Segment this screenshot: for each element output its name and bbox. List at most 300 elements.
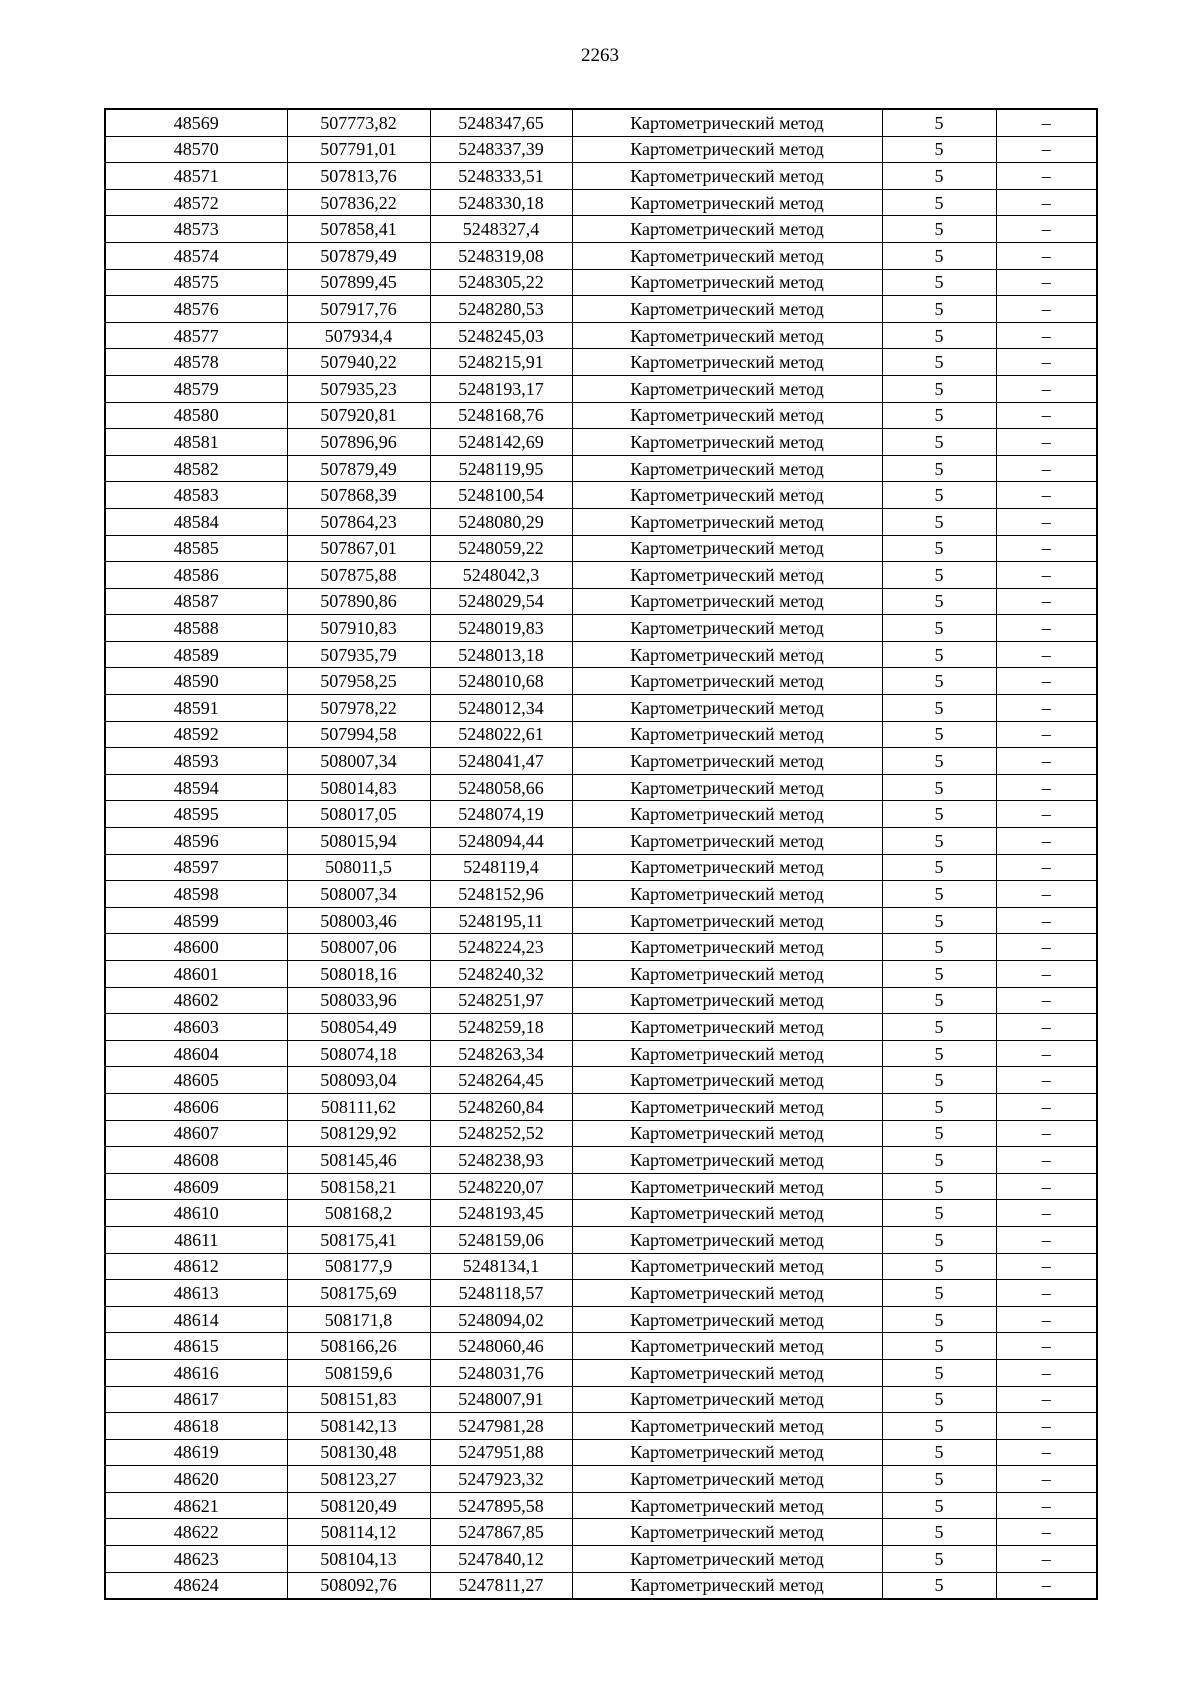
x-coordinate-cell: 508007,06: [287, 934, 430, 961]
accuracy-cell: 5: [882, 1067, 996, 1094]
y-coordinate-cell: 5248159,06: [430, 1226, 572, 1253]
table-row: [105, 508, 1097, 535]
accuracy-cell: 5: [882, 1413, 996, 1440]
description-cell: –: [996, 1466, 1097, 1493]
x-coordinate-cell: 508168,2: [287, 1200, 430, 1227]
y-coordinate-cell: 5248252,52: [430, 1120, 572, 1147]
method-cell: Картометрический метод: [572, 615, 882, 642]
description-cell: –: [996, 801, 1097, 828]
y-coordinate-cell: 5248245,03: [430, 322, 572, 349]
method-cell: Картометрический метод: [572, 269, 882, 296]
x-coordinate-cell: 507917,76: [287, 296, 430, 323]
method-cell: Картометрический метод: [572, 1572, 882, 1599]
description-cell: –: [996, 1253, 1097, 1280]
x-coordinate-cell: 508104,13: [287, 1546, 430, 1573]
table-row: [105, 136, 1097, 163]
method-cell: Картометрический метод: [572, 1333, 882, 1360]
x-coordinate-cell: 507879,49: [287, 455, 430, 482]
accuracy-cell: 5: [882, 1040, 996, 1067]
y-coordinate-cell: 5248022,61: [430, 721, 572, 748]
accuracy-cell: 5: [882, 1519, 996, 1546]
accuracy-cell: 5: [882, 1093, 996, 1120]
accuracy-cell: 5: [882, 1333, 996, 1360]
description-cell: –: [996, 1306, 1097, 1333]
method-cell: Картометрический метод: [572, 402, 882, 429]
table-row: [105, 1280, 1097, 1307]
y-coordinate-cell: 5248259,18: [430, 1014, 572, 1041]
description-cell: –: [996, 774, 1097, 801]
accuracy-cell: 5: [882, 1466, 996, 1493]
table-row: [105, 349, 1097, 376]
accuracy-cell: 5: [882, 402, 996, 429]
point-number-cell: 48623: [105, 1546, 287, 1573]
y-coordinate-cell: 5248347,65: [430, 109, 572, 136]
accuracy-cell: 5: [882, 349, 996, 376]
y-coordinate-cell: 5247840,12: [430, 1546, 572, 1573]
x-coordinate-cell: 508171,8: [287, 1306, 430, 1333]
table-row: [105, 1173, 1097, 1200]
method-cell: Картометрический метод: [572, 695, 882, 722]
y-coordinate-cell: 5248195,11: [430, 907, 572, 934]
x-coordinate-cell: 507836,22: [287, 189, 430, 216]
table-row: [105, 216, 1097, 243]
description-cell: –: [996, 269, 1097, 296]
x-coordinate-cell: 507935,23: [287, 375, 430, 402]
x-coordinate-cell: 508018,16: [287, 961, 430, 988]
x-coordinate-cell: 508151,83: [287, 1386, 430, 1413]
y-coordinate-cell: 5248094,02: [430, 1306, 572, 1333]
accuracy-cell: 5: [882, 1572, 996, 1599]
accuracy-cell: 5: [882, 1359, 996, 1386]
point-number-cell: 48596: [105, 828, 287, 855]
description-cell: –: [996, 1492, 1097, 1519]
accuracy-cell: 5: [882, 615, 996, 642]
x-coordinate-cell: 508175,41: [287, 1226, 430, 1253]
description-cell: –: [996, 375, 1097, 402]
x-coordinate-cell: 508007,34: [287, 748, 430, 775]
table-row: [105, 1120, 1097, 1147]
x-coordinate-cell: 508093,04: [287, 1067, 430, 1094]
y-coordinate-cell: 5248031,76: [430, 1359, 572, 1386]
method-cell: Картометрический метод: [572, 721, 882, 748]
method-cell: Картометрический метод: [572, 1439, 882, 1466]
method-cell: Картометрический метод: [572, 1519, 882, 1546]
method-cell: Картометрический метод: [572, 1492, 882, 1519]
method-cell: Картометрический метод: [572, 1280, 882, 1307]
table-row: [105, 907, 1097, 934]
method-cell: Картометрический метод: [572, 1093, 882, 1120]
method-cell: Картометрический метод: [572, 934, 882, 961]
description-cell: –: [996, 1439, 1097, 1466]
x-coordinate-cell: 508130,48: [287, 1439, 430, 1466]
method-cell: Картометрический метод: [572, 109, 882, 136]
accuracy-cell: 5: [882, 242, 996, 269]
table-row: [105, 322, 1097, 349]
method-cell: Картометрический метод: [572, 1466, 882, 1493]
accuracy-cell: 5: [882, 562, 996, 589]
method-cell: Картометрический метод: [572, 588, 882, 615]
method-cell: Картометрический метод: [572, 1200, 882, 1227]
x-coordinate-cell: 508092,76: [287, 1572, 430, 1599]
x-coordinate-cell: 507890,86: [287, 588, 430, 615]
point-number-cell: 48604: [105, 1040, 287, 1067]
x-coordinate-cell: 508158,21: [287, 1173, 430, 1200]
description-cell: –: [996, 854, 1097, 881]
accuracy-cell: 5: [882, 296, 996, 323]
description-cell: –: [996, 429, 1097, 456]
table-row: [105, 1040, 1097, 1067]
table-row: [105, 1413, 1097, 1440]
description-cell: –: [996, 508, 1097, 535]
description-cell: –: [996, 1040, 1097, 1067]
accuracy-cell: 5: [882, 455, 996, 482]
y-coordinate-cell: 5248319,08: [430, 242, 572, 269]
x-coordinate-cell: 508033,96: [287, 987, 430, 1014]
y-coordinate-cell: 5248134,1: [430, 1253, 572, 1280]
accuracy-cell: 5: [882, 1120, 996, 1147]
accuracy-cell: 5: [882, 695, 996, 722]
method-cell: Картометрический метод: [572, 774, 882, 801]
description-cell: –: [996, 1333, 1097, 1360]
x-coordinate-cell: 507879,49: [287, 242, 430, 269]
description-cell: –: [996, 1120, 1097, 1147]
y-coordinate-cell: 5248193,45: [430, 1200, 572, 1227]
y-coordinate-cell: 5248012,34: [430, 695, 572, 722]
y-coordinate-cell: 5247981,28: [430, 1413, 572, 1440]
x-coordinate-cell: 507896,96: [287, 429, 430, 456]
point-number-cell: 48624: [105, 1572, 287, 1599]
method-cell: Картометрический метод: [572, 828, 882, 855]
accuracy-cell: 5: [882, 269, 996, 296]
method-cell: Картометрический метод: [572, 163, 882, 190]
point-number-cell: 48584: [105, 508, 287, 535]
method-cell: Картометрический метод: [572, 1386, 882, 1413]
x-coordinate-cell: 507978,22: [287, 695, 430, 722]
table-row: [105, 375, 1097, 402]
description-cell: –: [996, 1546, 1097, 1573]
point-number-cell: 48595: [105, 801, 287, 828]
method-cell: Картометрический метод: [572, 322, 882, 349]
point-number-cell: 48583: [105, 482, 287, 509]
x-coordinate-cell: 507934,4: [287, 322, 430, 349]
method-cell: Картометрический метод: [572, 1546, 882, 1573]
y-coordinate-cell: 5248094,44: [430, 828, 572, 855]
y-coordinate-cell: 5247811,27: [430, 1572, 572, 1599]
accuracy-cell: 5: [882, 1280, 996, 1307]
method-cell: Картометрический метод: [572, 242, 882, 269]
y-coordinate-cell: 5248220,07: [430, 1173, 572, 1200]
table-row: [105, 535, 1097, 562]
point-number-cell: 48610: [105, 1200, 287, 1227]
table-row: [105, 1546, 1097, 1573]
y-coordinate-cell: 5248305,22: [430, 269, 572, 296]
x-coordinate-cell: 508114,12: [287, 1519, 430, 1546]
accuracy-cell: 5: [882, 668, 996, 695]
page-number: 2263: [581, 45, 619, 66]
description-cell: –: [996, 748, 1097, 775]
accuracy-cell: 5: [882, 163, 996, 190]
table-row: [105, 402, 1097, 429]
x-coordinate-cell: 508014,83: [287, 774, 430, 801]
method-cell: Картометрический метод: [572, 562, 882, 589]
point-number-cell: 48576: [105, 296, 287, 323]
accuracy-cell: 5: [882, 1386, 996, 1413]
table-row: [105, 854, 1097, 881]
table-row: [105, 1226, 1097, 1253]
point-number-cell: 48593: [105, 748, 287, 775]
table-row: [105, 1253, 1097, 1280]
x-coordinate-cell: 508159,6: [287, 1359, 430, 1386]
method-cell: Картометрический метод: [572, 535, 882, 562]
description-cell: –: [996, 322, 1097, 349]
table-row: [105, 562, 1097, 589]
table-row: [105, 163, 1097, 190]
y-coordinate-cell: 5248224,23: [430, 934, 572, 961]
description-cell: –: [996, 1067, 1097, 1094]
accuracy-cell: 5: [882, 721, 996, 748]
x-coordinate-cell: 507920,81: [287, 402, 430, 429]
table-row: [105, 668, 1097, 695]
method-cell: Картометрический метод: [572, 508, 882, 535]
point-number-cell: 48587: [105, 588, 287, 615]
description-cell: –: [996, 721, 1097, 748]
accuracy-cell: 5: [882, 429, 996, 456]
method-cell: Картометрический метод: [572, 296, 882, 323]
point-number-cell: 48598: [105, 881, 287, 908]
y-coordinate-cell: 5248337,39: [430, 136, 572, 163]
table-row: [105, 1466, 1097, 1493]
accuracy-cell: 5: [882, 748, 996, 775]
point-number-cell: 48572: [105, 189, 287, 216]
accuracy-cell: 5: [882, 774, 996, 801]
table-row: [105, 695, 1097, 722]
y-coordinate-cell: 5248264,45: [430, 1067, 572, 1094]
y-coordinate-cell: 5248013,18: [430, 641, 572, 668]
point-number-cell: 48613: [105, 1280, 287, 1307]
description-cell: –: [996, 455, 1097, 482]
y-coordinate-cell: 5248100,54: [430, 482, 572, 509]
accuracy-cell: 5: [882, 1147, 996, 1174]
table-row: [105, 934, 1097, 961]
point-number-cell: 48577: [105, 322, 287, 349]
accuracy-cell: 5: [882, 1253, 996, 1280]
x-coordinate-cell: 507899,45: [287, 269, 430, 296]
coordinates-table-body: [105, 109, 1097, 1599]
table-row: [105, 774, 1097, 801]
table-row: [105, 1306, 1097, 1333]
description-cell: –: [996, 907, 1097, 934]
point-number-cell: 48586: [105, 562, 287, 589]
accuracy-cell: 5: [882, 588, 996, 615]
y-coordinate-cell: 5248240,32: [430, 961, 572, 988]
description-cell: –: [996, 961, 1097, 988]
description-cell: –: [996, 296, 1097, 323]
x-coordinate-cell: 508120,49: [287, 1492, 430, 1519]
method-cell: Картометрический метод: [572, 1253, 882, 1280]
method-cell: Картометрический метод: [572, 136, 882, 163]
description-cell: –: [996, 242, 1097, 269]
y-coordinate-cell: 5248118,57: [430, 1280, 572, 1307]
point-number-cell: 48621: [105, 1492, 287, 1519]
table-row: [105, 748, 1097, 775]
x-coordinate-cell: 508011,5: [287, 854, 430, 881]
description-cell: –: [996, 641, 1097, 668]
table-row: [105, 615, 1097, 642]
point-number-cell: 48609: [105, 1173, 287, 1200]
point-number-cell: 48582: [105, 455, 287, 482]
x-coordinate-cell: 507994,58: [287, 721, 430, 748]
description-cell: –: [996, 1093, 1097, 1120]
table-row: [105, 1439, 1097, 1466]
accuracy-cell: 5: [882, 987, 996, 1014]
description-cell: –: [996, 934, 1097, 961]
point-number-cell: 48602: [105, 987, 287, 1014]
x-coordinate-cell: 508003,46: [287, 907, 430, 934]
accuracy-cell: 5: [882, 109, 996, 136]
point-number-cell: 48622: [105, 1519, 287, 1546]
table-row: [105, 1519, 1097, 1546]
method-cell: Картометрический метод: [572, 668, 882, 695]
table-row: [105, 961, 1097, 988]
accuracy-cell: 5: [882, 1173, 996, 1200]
y-coordinate-cell: 5248041,47: [430, 748, 572, 775]
x-coordinate-cell: 508074,18: [287, 1040, 430, 1067]
x-coordinate-cell: 507867,01: [287, 535, 430, 562]
x-coordinate-cell: 508054,49: [287, 1014, 430, 1041]
method-cell: Картометрический метод: [572, 216, 882, 243]
y-coordinate-cell: 5248215,91: [430, 349, 572, 376]
method-cell: Картометрический метод: [572, 1413, 882, 1440]
table-row: [105, 588, 1097, 615]
table-row: [105, 987, 1097, 1014]
table-row: [105, 1147, 1097, 1174]
method-cell: Картометрический метод: [572, 1226, 882, 1253]
point-number-cell: 48575: [105, 269, 287, 296]
point-number-cell: 48615: [105, 1333, 287, 1360]
description-cell: –: [996, 1014, 1097, 1041]
accuracy-cell: 5: [882, 322, 996, 349]
x-coordinate-cell: 507858,41: [287, 216, 430, 243]
point-number-cell: 48597: [105, 854, 287, 881]
x-coordinate-cell: 507813,76: [287, 163, 430, 190]
y-coordinate-cell: 5248060,46: [430, 1333, 572, 1360]
point-number-cell: 48588: [105, 615, 287, 642]
description-cell: –: [996, 535, 1097, 562]
point-number-cell: 48570: [105, 136, 287, 163]
accuracy-cell: 5: [882, 1226, 996, 1253]
x-coordinate-cell: 507864,23: [287, 508, 430, 535]
description-cell: –: [996, 828, 1097, 855]
method-cell: Картометрический метод: [572, 1120, 882, 1147]
description-cell: –: [996, 1147, 1097, 1174]
y-coordinate-cell: 5247951,88: [430, 1439, 572, 1466]
table-row: [105, 429, 1097, 456]
method-cell: Картометрический метод: [572, 429, 882, 456]
table-row: [105, 828, 1097, 855]
accuracy-cell: 5: [882, 136, 996, 163]
y-coordinate-cell: 5248238,93: [430, 1147, 572, 1174]
x-coordinate-cell: 507868,39: [287, 482, 430, 509]
description-cell: –: [996, 482, 1097, 509]
y-coordinate-cell: 5248142,69: [430, 429, 572, 456]
y-coordinate-cell: 5247867,85: [430, 1519, 572, 1546]
y-coordinate-cell: 5248193,17: [430, 375, 572, 402]
point-number-cell: 48612: [105, 1253, 287, 1280]
point-number-cell: 48578: [105, 349, 287, 376]
accuracy-cell: 5: [882, 1306, 996, 1333]
table-row: [105, 1386, 1097, 1413]
x-coordinate-cell: 508007,34: [287, 881, 430, 908]
point-number-cell: 48573: [105, 216, 287, 243]
description-cell: –: [996, 402, 1097, 429]
y-coordinate-cell: 5248059,22: [430, 535, 572, 562]
y-coordinate-cell: 5248330,18: [430, 189, 572, 216]
description-cell: –: [996, 1359, 1097, 1386]
method-cell: Картометрический метод: [572, 801, 882, 828]
table-row: [105, 1492, 1097, 1519]
point-number-cell: 48611: [105, 1226, 287, 1253]
method-cell: Картометрический метод: [572, 349, 882, 376]
method-cell: Картометрический метод: [572, 482, 882, 509]
point-number-cell: 48607: [105, 1120, 287, 1147]
x-coordinate-cell: 508145,46: [287, 1147, 430, 1174]
table-row: [105, 109, 1097, 136]
point-number-cell: 48591: [105, 695, 287, 722]
x-coordinate-cell: 508123,27: [287, 1466, 430, 1493]
x-coordinate-cell: 507940,22: [287, 349, 430, 376]
point-number-cell: 48569: [105, 109, 287, 136]
description-cell: –: [996, 109, 1097, 136]
table-row: [105, 455, 1097, 482]
method-cell: Картометрический метод: [572, 1040, 882, 1067]
description-cell: –: [996, 695, 1097, 722]
accuracy-cell: 5: [882, 907, 996, 934]
x-coordinate-cell: 508017,05: [287, 801, 430, 828]
y-coordinate-cell: 5248042,3: [430, 562, 572, 589]
method-cell: Картометрический метод: [572, 1306, 882, 1333]
description-cell: –: [996, 163, 1097, 190]
table-row: [105, 1572, 1097, 1599]
accuracy-cell: 5: [882, 641, 996, 668]
method-cell: Картометрический метод: [572, 1147, 882, 1174]
x-coordinate-cell: 508129,92: [287, 1120, 430, 1147]
accuracy-cell: 5: [882, 1492, 996, 1519]
y-coordinate-cell: 5247923,32: [430, 1466, 572, 1493]
x-coordinate-cell: 507791,01: [287, 136, 430, 163]
accuracy-cell: 5: [882, 1200, 996, 1227]
method-cell: Картометрический метод: [572, 1067, 882, 1094]
table-row: [105, 296, 1097, 323]
y-coordinate-cell: 5248119,4: [430, 854, 572, 881]
accuracy-cell: 5: [882, 189, 996, 216]
point-number-cell: 48614: [105, 1306, 287, 1333]
point-number-cell: 48594: [105, 774, 287, 801]
y-coordinate-cell: 5248263,34: [430, 1040, 572, 1067]
x-coordinate-cell: 507910,83: [287, 615, 430, 642]
method-cell: Картометрический метод: [572, 641, 882, 668]
point-number-cell: 48581: [105, 429, 287, 456]
x-coordinate-cell: 508142,13: [287, 1413, 430, 1440]
description-cell: –: [996, 615, 1097, 642]
point-number-cell: 48608: [105, 1147, 287, 1174]
accuracy-cell: 5: [882, 216, 996, 243]
method-cell: Картометрический метод: [572, 375, 882, 402]
accuracy-cell: 5: [882, 854, 996, 881]
accuracy-cell: 5: [882, 934, 996, 961]
table-row: [105, 1093, 1097, 1120]
table-row: [105, 1359, 1097, 1386]
description-cell: –: [996, 588, 1097, 615]
